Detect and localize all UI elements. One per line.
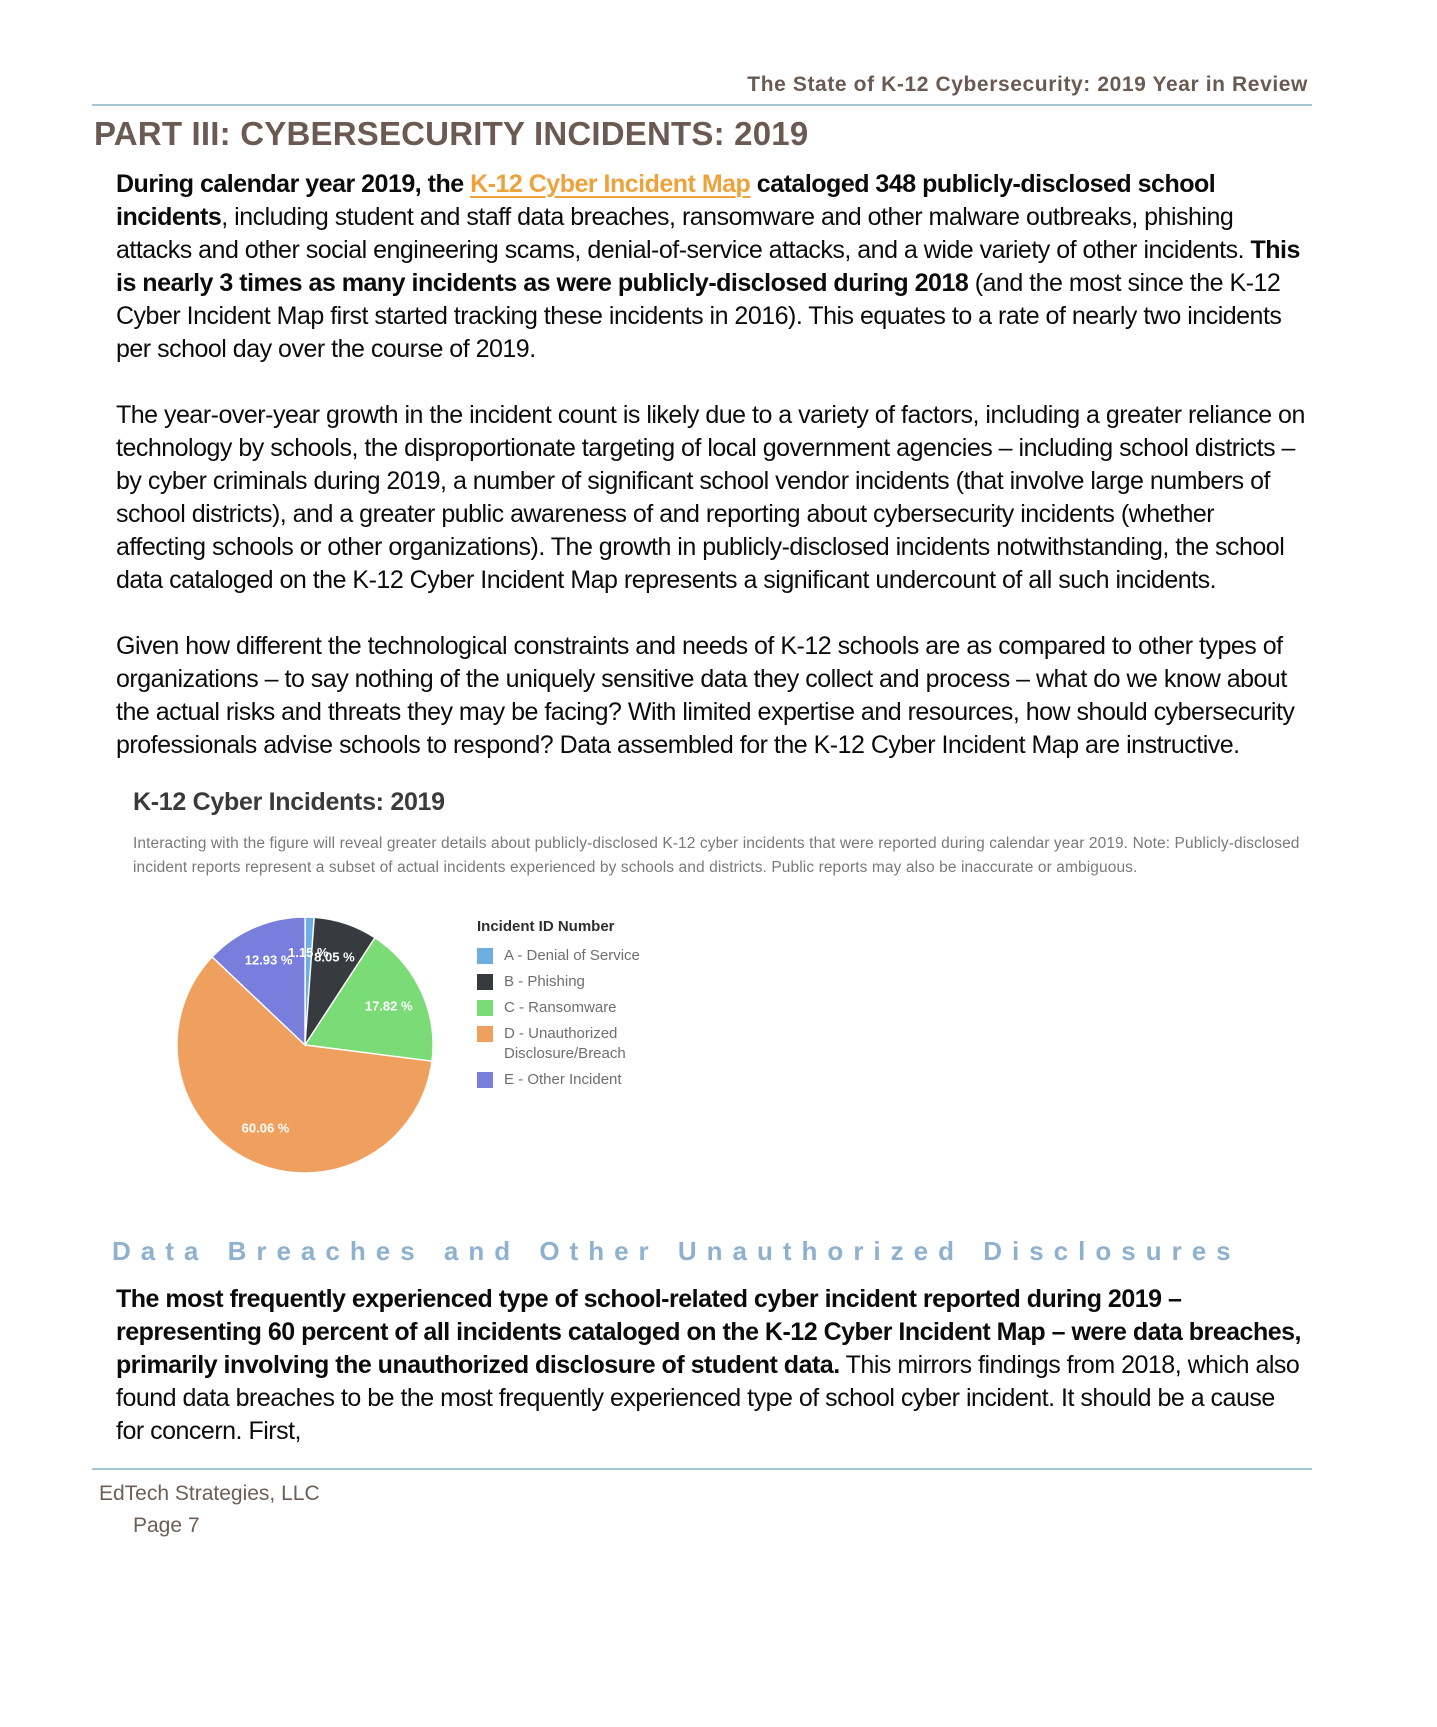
paragraph-1 <box>116 168 1308 366</box>
page-content <box>92 73 1312 1542</box>
legend-label-d: D - Unauthorized Disclosure/Breach <box>504 1025 626 1062</box>
chart-legend <box>477 918 679 1096</box>
section-heading: Data Breaches and Other Unauthorized Disclosures <box>112 1236 1241 1266</box>
pie-label-e: 12.93 % <box>244 952 293 968</box>
legend-label-e: E - Other Incident <box>504 1071 622 1088</box>
legend-label-a: A - Denial of Service <box>504 947 640 964</box>
text-segment-bold: The most frequently experienced type of school-related cyber incident reported during 2019 – representing 60 percent of all incidents cataloged on the K-12 Cyber Incident Map – were data breaches, primarily involving the unauthorized disclosure of student data. <box>116 1285 1301 1379</box>
legend-item-d[interactable] <box>477 1024 679 1064</box>
footer-rule <box>92 1468 1312 1470</box>
text-segment-bold: This is nearly 3 times as many incidents as were publicly-disclosed during 2018 <box>116 236 1300 297</box>
text-segment-regular: (and the most since the K-12 Cyber Incident Map first started tracking these incidents in 2016). This equates to a rate of nearly two incidents per school day over the course of 2019. <box>116 269 1282 363</box>
legend-swatch-c <box>477 1000 493 1016</box>
legend-item-e[interactable] <box>477 1070 679 1090</box>
legend-swatch-a <box>477 948 493 964</box>
chart-title: K-12 Cyber Incidents: 2019 <box>133 788 445 816</box>
legend-label-b: B - Phishing <box>504 973 585 990</box>
legend-items <box>477 946 679 1090</box>
footer-page-number: Page 7 <box>133 1514 200 1537</box>
paragraph-4 <box>116 1283 1308 1448</box>
pie-label-b: 8.05 % <box>314 949 355 965</box>
pie-label-c: 17.82 % <box>364 998 413 1014</box>
legend-title: Incident ID Number <box>477 918 615 935</box>
legend-swatch-d <box>477 1026 493 1042</box>
k12-cyber-incident-map-link[interactable]: K-12 Cyber Incident Map <box>470 170 751 198</box>
paragraph-2: The year-over-year growth in the incident count is likely due to a variety of factors, including a greater reliance on technology by schools, the disproportionate targeting of local government agencies – including school districts – by cyber criminals during 2019, a number of significant school vendor incidents (that involve large numbers of school districts), and a greater public awareness of and reporting about cybersecurity incidents (whether affecting schools or other organizations). The growth in publicly-disclosed incidents notwithstanding, the school data cataloged on the K-12 Cyber Incident Map represents a significant undercount of all such incidents. <box>116 401 1305 594</box>
legend-item-c[interactable] <box>477 998 679 1018</box>
pie-label-d: 60.06 % <box>241 1120 290 1136</box>
legend-item-b[interactable] <box>477 972 679 992</box>
pie-chart[interactable] <box>170 910 440 1180</box>
chart-caption: Interacting with the figure will reveal greater details about publicly-disclosed K-12 cyber incidents that were reported during calendar year 2019. Note: Publicly-disclosed incident reports represent a subset of actual incidents experienced by schools and districts. Public reports may also be inaccurate or ambiguous. <box>133 835 1300 876</box>
legend-item-a[interactable] <box>477 946 679 966</box>
running-header: The State of K-12 Cybersecurity: 2019 Year in Review <box>747 73 1308 96</box>
text-segment-regular: , including student and staff data breaches, ransomware and other malware outbreaks, phishing attacks and other social engineering scams, denial-of-service attacks, and a wide variety of other incidents. <box>116 203 1251 264</box>
text-segment-bold: cataloged 348 publicly-disclosed school incidents <box>116 170 1216 231</box>
footer-org: EdTech Strategies, LLC <box>99 1482 320 1505</box>
pie-chart-figure <box>133 788 1312 1180</box>
legend-swatch-e <box>477 1072 493 1088</box>
header-rule <box>92 104 1312 106</box>
paragraph-3: Given how different the technological constraints and needs of K-12 schools are as compared to other types of organizations – to say nothing of the uniquely sensitive data they collect and process – what do we know about the actual risks and threats they may be facing? With limited expertise and resources, how should cybersecurity professionals advise schools to respond? Data assembled for the K-12 Cyber Incident Map are instructive. <box>116 632 1295 759</box>
text-segment-bold: During calendar year 2019, the <box>116 170 471 198</box>
pie-label-a: 1.15 % <box>288 944 329 960</box>
page-title: PART III: CYBERSECURITY INCIDENTS: 2019 <box>94 115 809 152</box>
legend-label-c: C - Ransomware <box>504 999 617 1016</box>
chart-area <box>170 910 1312 1180</box>
legend-swatch-b <box>477 974 493 990</box>
text-segment-regular: This mirrors findings from 2018, which also found data breaches to be the most frequently experienced type of school cyber incident. It should be a cause for concern. First, <box>116 1351 1300 1445</box>
